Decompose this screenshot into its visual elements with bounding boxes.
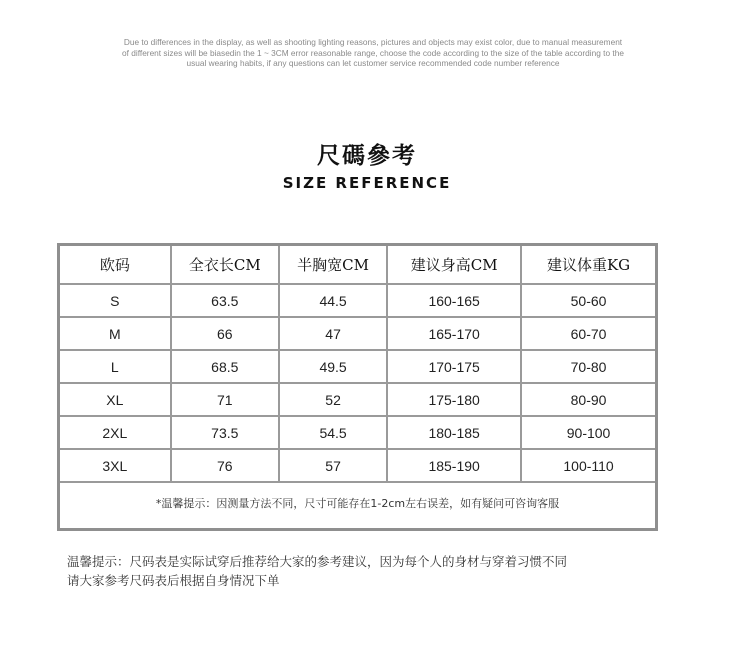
table-note-row (60, 482, 655, 523)
header-weight: 建议体重KG (521, 246, 655, 284)
page-title-chinese: 尺碼參考 (317, 143, 417, 169)
table-row (60, 416, 655, 449)
footer-note (67, 552, 707, 590)
cell-length: 71 (171, 383, 279, 416)
cell-weight: 80-90 (521, 383, 655, 416)
cell-half-chest: 49.5 (279, 350, 387, 383)
cell-weight: 50-60 (521, 284, 655, 317)
cell-length: 73.5 (171, 416, 279, 449)
disclaimer-line-1: Due to differences in the display, as well as shooting lighting reasons, pictures and objects may exist color, due to manual measurement (123, 37, 623, 47)
table-note: *温馨提示：因测量方法不同，尺寸可能存在1-2cm左右误差，如有疑问可咨询客服 (60, 482, 655, 523)
cell-length: 76 (171, 449, 279, 482)
cell-size: 3XL (60, 449, 171, 482)
size-table (60, 246, 655, 523)
cell-half-chest: 57 (279, 449, 387, 482)
cell-size: S (60, 284, 171, 317)
cell-size: M (60, 317, 171, 350)
size-chart (57, 243, 658, 531)
header-half-chest: 半胸宽CM (279, 246, 387, 284)
header-length: 全衣长CM (171, 246, 279, 284)
cell-size: XL (60, 383, 171, 416)
footer-note-line-1: 温馨提示：尺码表是实际试穿后推荐给大家的参考建议，因为每个人的身材与穿着习惯不同 (67, 554, 568, 569)
cell-height: 180-185 (387, 416, 521, 449)
header-eu-size: 欧码 (60, 246, 171, 284)
cell-half-chest: 44.5 (279, 284, 387, 317)
cell-weight: 60-70 (521, 317, 655, 350)
cell-height: 170-175 (387, 350, 521, 383)
cell-size: L (60, 350, 171, 383)
cell-height: 185-190 (387, 449, 521, 482)
cell-half-chest: 47 (279, 317, 387, 350)
table-header-row (60, 246, 655, 284)
disclaimer-line-2: of different sizes will be biasedin the 1 ~ 3CM error reasonable range, choose the code according to the size of the table according to the (122, 47, 624, 58)
footer-note-line-2: 请大家参考尺码表后根据自身情况下单 (67, 573, 280, 588)
table-row (60, 449, 655, 482)
disclaimer-text (52, 37, 694, 69)
cell-height: 160-165 (387, 284, 521, 317)
cell-half-chest: 54.5 (279, 416, 387, 449)
cell-length: 63.5 (171, 284, 279, 317)
cell-length: 68.5 (171, 350, 279, 383)
cell-half-chest: 52 (279, 383, 387, 416)
cell-size: 2XL (60, 416, 171, 449)
cell-weight: 100-110 (521, 449, 655, 482)
cell-height: 175-180 (387, 383, 521, 416)
table-row (60, 284, 655, 317)
table-row (60, 383, 655, 416)
header-height: 建议身高CM (387, 246, 521, 284)
cell-weight: 70-80 (521, 350, 655, 383)
table-row (60, 317, 655, 350)
table-row (60, 350, 655, 383)
cell-height: 165-170 (387, 317, 521, 350)
cell-weight: 90-100 (521, 416, 655, 449)
disclaimer-line-3: usual wearing habits, if any questions can let customer service recommended code number reference (186, 58, 560, 68)
page-title-english: SIZE REFERENCE (282, 174, 452, 192)
cell-length: 66 (171, 317, 279, 350)
